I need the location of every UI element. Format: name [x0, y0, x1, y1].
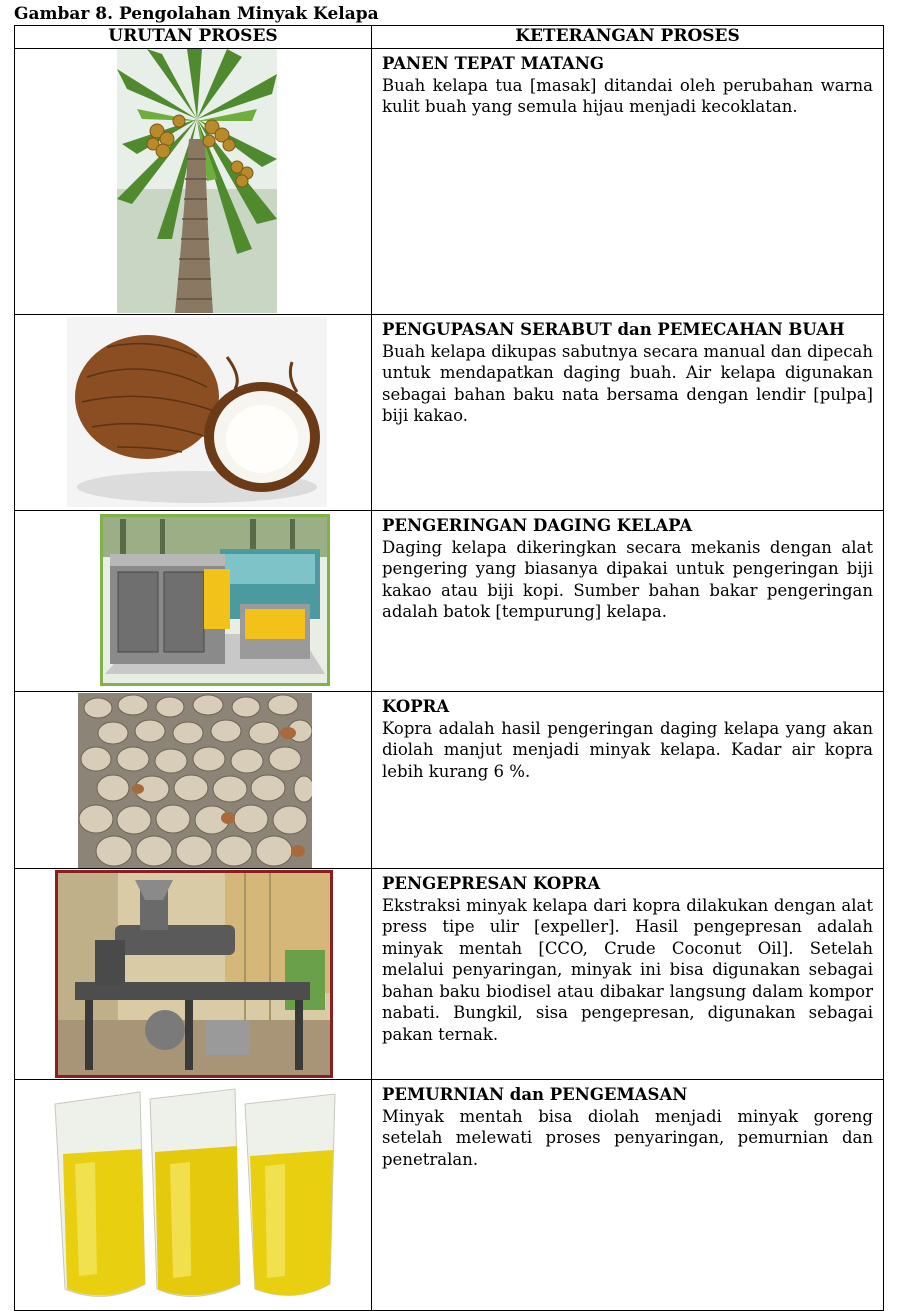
- header-process-description: KETERANGAN PROSES: [372, 26, 884, 49]
- coconut-palm-photo: [117, 49, 277, 313]
- step-description: Ekstraksi minyak kelapa dari kopra dilakukan dengan alat press tipe ulir [expeller]. Hasil pengepresan adalah minyak mentah [CCO, Crude Coconut Oil]. Setelah melalui penyaringan, minyak ini bisa digunakan sebagai bahan baku biodisel atau dibakar langsung dalam kompor nabati. Bungkil, sisa pengepresan, digunakan sebagai pakan ternak.: [382, 895, 873, 1044]
- table-row: [15, 315, 884, 511]
- description-cell: [372, 315, 884, 511]
- copra-pile-photo: [78, 693, 312, 868]
- step-title: PEMURNIAN dan PENGEMASAN: [382, 1085, 688, 1104]
- step-description: Buah kelapa dikupas sabutnya secara manual dan dipecah untuk mendapatkan daging buah. Air kelapa digunakan sebagai bahan baku nata bersama dengan lendir [pulpa] biji kakao.: [382, 341, 873, 425]
- table-row: [15, 869, 884, 1080]
- description-cell: [372, 1080, 884, 1311]
- photo-cell: [15, 315, 372, 511]
- step-description: Buah kelapa tua [masak] ditandai oleh perubahan warna kulit buah yang semula hijau menjadi kecoklatan.: [382, 75, 873, 116]
- figure-caption: Gambar 8. Pengolahan Minyak Kelapa: [14, 4, 379, 24]
- description-cell: [372, 511, 884, 692]
- description-cell: [372, 692, 884, 869]
- step-title: PENGERINGAN DAGING KELAPA: [382, 516, 693, 535]
- description-cell: [372, 869, 884, 1080]
- photo-cell: [15, 511, 372, 692]
- step-title: PENGEPRESAN KOPRA: [382, 874, 601, 893]
- table-row: [15, 692, 884, 869]
- process-table: [14, 25, 884, 1311]
- photo-cell: [15, 49, 372, 315]
- photo-cell: [15, 1080, 372, 1311]
- header-process-order: URUTAN PROSES: [15, 26, 372, 49]
- table-row: [15, 49, 884, 315]
- coconut-split-photo: [67, 317, 327, 507]
- oil-pouches-photo: [45, 1084, 345, 1306]
- step-title: PENGUPASAN SERABUT dan PEMECAHAN BUAH: [382, 320, 845, 339]
- photo-cell: [15, 692, 372, 869]
- step-title: KOPRA: [382, 697, 450, 716]
- dryer-machine-photo: [100, 514, 330, 686]
- photo-cell: [15, 869, 372, 1080]
- step-description: Minyak mentah bisa diolah menjadi minyak goreng setelah melewati proses penyaringan, pemurnian dan penetralan.: [382, 1106, 873, 1169]
- step-title: PANEN TEPAT MATANG: [382, 54, 604, 73]
- step-description: Kopra adalah hasil pengeringan daging kelapa yang akan diolah manjut menjadi minyak kelapa. Kadar air kopra lebih kurang 6 %.: [382, 718, 873, 781]
- description-cell: [372, 49, 884, 315]
- expeller-press-photo: [55, 870, 333, 1078]
- header-row: [15, 26, 884, 49]
- table-row: [15, 1080, 884, 1311]
- table-row: [15, 511, 884, 692]
- step-description: Daging kelapa dikeringkan secara mekanis dengan alat pengering yang biasanya dipakai untuk pengeringan biji kakao atau biji kopi. Sumber bahan bakar pengeringan adalah batok [tempurung] kelapa.: [382, 537, 873, 621]
